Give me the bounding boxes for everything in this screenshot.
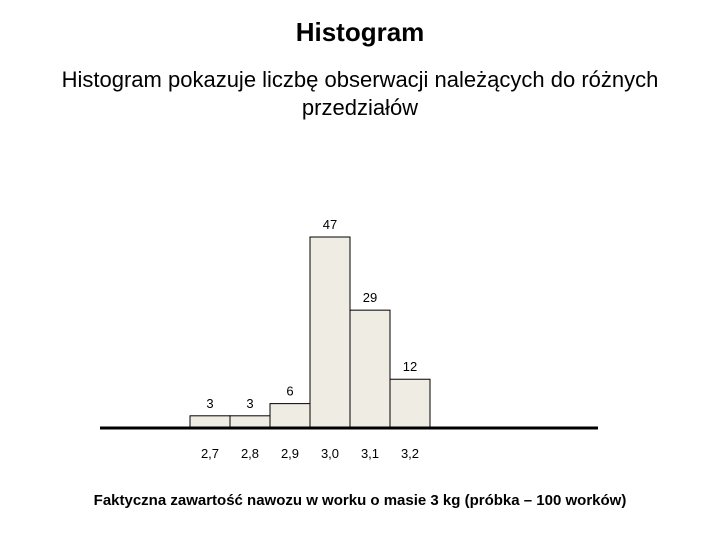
bar-data-label: 29 bbox=[362, 290, 378, 306]
bar-data-label: 47 bbox=[322, 217, 338, 232]
x-tick-label: 2,9 bbox=[280, 446, 300, 461]
bar-data-label: 6 bbox=[286, 383, 294, 399]
x-tick-label: 3,1 bbox=[360, 446, 380, 461]
histogram-bar bbox=[350, 310, 390, 428]
chart-subtitle: Histogram pokazuje liczbę obserwacji należących do różnych przedziałów bbox=[61, 67, 659, 120]
x-tick-label: 2,8 bbox=[240, 446, 260, 461]
histogram-bar bbox=[230, 416, 270, 428]
histogram-bar bbox=[310, 237, 350, 428]
x-tick-label: 3,2 bbox=[400, 446, 420, 461]
x-tick-label: 2,7 bbox=[200, 446, 220, 461]
chart-title: Histogram bbox=[295, 17, 425, 47]
histogram-bar bbox=[190, 416, 230, 428]
histogram-bar bbox=[390, 379, 430, 428]
tick-labels-layer bbox=[201, 446, 419, 461]
chart-caption: Faktyczna zawartość nawozu w worku o masie 3 kg (próbka – 100 worków) bbox=[93, 492, 627, 509]
x-tick-label: 3,0 bbox=[320, 446, 340, 461]
bar-data-label: 3 bbox=[246, 395, 254, 411]
histogram-bar bbox=[270, 404, 310, 428]
bar-data-label: 3 bbox=[206, 395, 214, 411]
bars-layer bbox=[190, 237, 430, 428]
bar-data-label: 12 bbox=[402, 359, 418, 375]
